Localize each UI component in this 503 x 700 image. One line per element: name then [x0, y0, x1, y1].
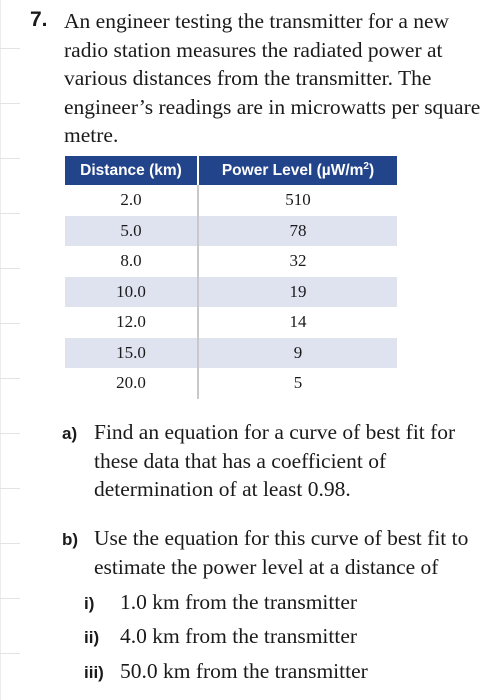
distance-cell: 12.0: [65, 307, 198, 338]
table-row: [65, 368, 397, 399]
header-power-superscript: 2: [363, 160, 369, 172]
part-a-label: a): [62, 424, 78, 443]
table-row: [65, 338, 397, 369]
subpart-iii-text: 50.0 km from the transmitter: [120, 659, 368, 683]
table-row: [65, 216, 397, 247]
table-row: [65, 185, 397, 216]
power-cell: 510: [198, 185, 397, 216]
distance-cell: 10.0: [65, 277, 198, 308]
power-cell: 9: [198, 338, 397, 369]
header-power-level: [198, 156, 397, 185]
distance-cell: 20.0: [65, 368, 198, 399]
distance-cell: 5.0: [65, 216, 198, 247]
header-distance: Distance (km): [65, 156, 198, 185]
power-cell: 78: [198, 216, 397, 247]
distance-cell: 2.0: [65, 185, 198, 216]
header-power-text: Power Level (µW/m: [221, 162, 364, 180]
part-b-label: b): [62, 530, 79, 549]
table-row: [65, 246, 397, 277]
power-cell: 5: [198, 368, 397, 399]
subpart-ii: [84, 622, 357, 653]
table-header-row: [65, 156, 397, 185]
table-row: [65, 277, 397, 308]
distance-cell: 15.0: [65, 338, 198, 369]
subpart-i-text: 1.0 km from the transmitter: [120, 590, 358, 614]
question-number: 7.: [30, 8, 48, 31]
power-cell: 14: [198, 307, 397, 338]
subpart-ii-text: 4.0 km from the transmitter: [120, 624, 358, 648]
subpart-ii-label: ii): [84, 628, 100, 647]
data-table: [65, 156, 397, 399]
subpart-iii-label: iii): [84, 663, 104, 682]
table-row: [65, 307, 397, 338]
distance-cell: 8.0: [65, 246, 198, 277]
power-cell: 19: [198, 277, 397, 308]
subpart-i-label: i): [84, 594, 95, 613]
question-intro: An engineer testing the transmitter for a new radio station measures the radiated power at various distances from the transmitter. The engineer’s readings are in microwatts per square metre.: [64, 9, 481, 147]
header-power-close: ): [368, 162, 375, 180]
part-a: [62, 418, 499, 504]
part-a-text: Find an equation for a curve of best fit for these data that has a coefficient of determination of at least 0.98.: [94, 420, 456, 501]
margin-ticks: [0, 0, 22, 700]
part-b-text: Use the equation for this curve of best fit to estimate the power level at a distance of: [94, 526, 469, 579]
part-b: [62, 524, 499, 581]
subpart-i: [84, 588, 357, 619]
subpart-iii: [84, 657, 368, 688]
power-cell: 32: [198, 246, 397, 277]
